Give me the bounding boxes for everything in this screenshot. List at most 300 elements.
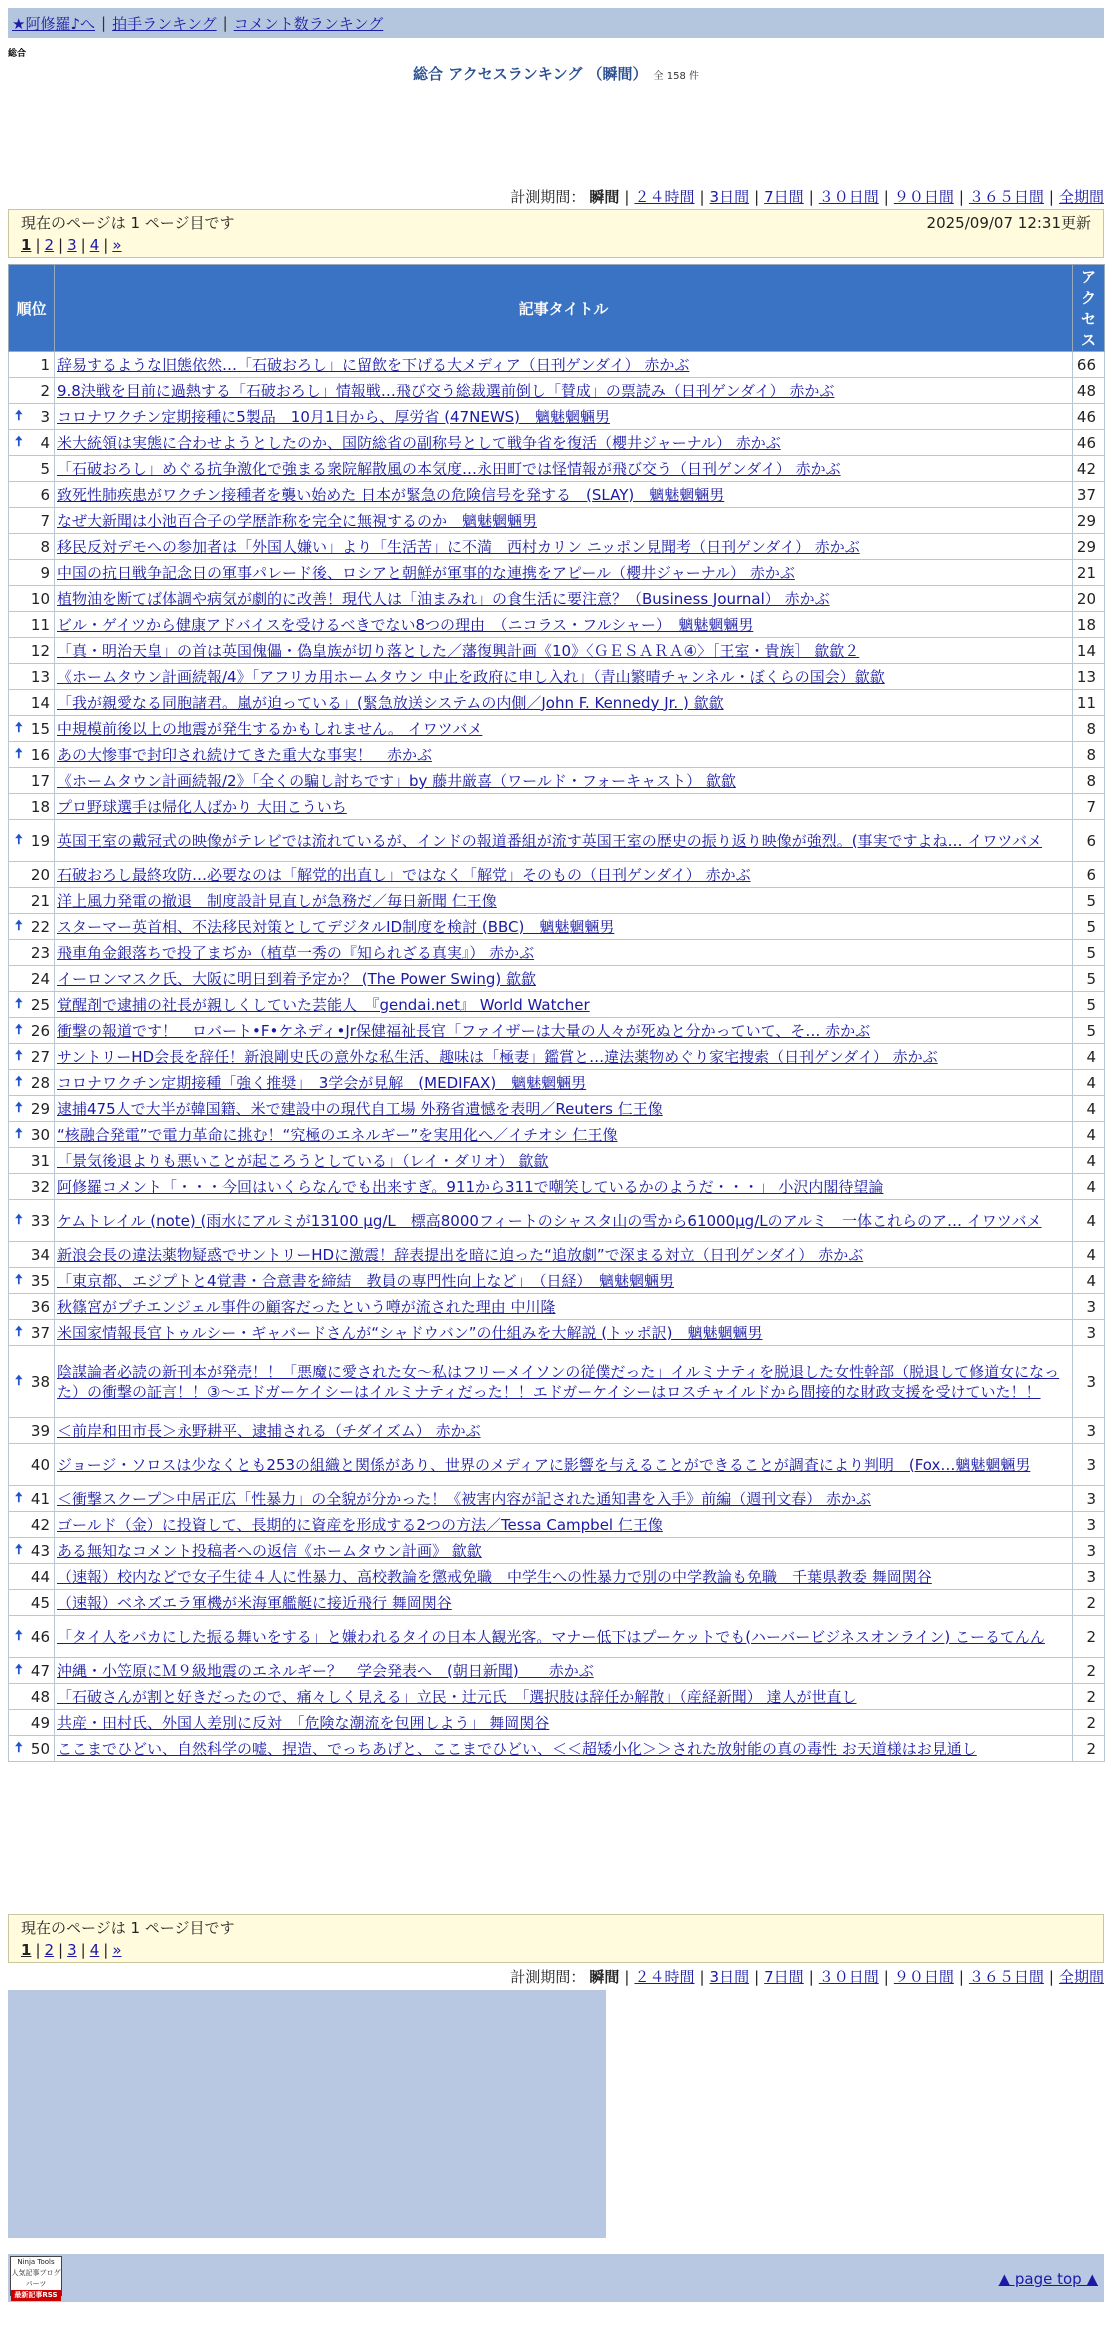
title-cell [55,664,1073,690]
table-row [9,482,1105,508]
article-link[interactable]: 「石破さんが割と好きだったので、痛々しく見える」立民・辻元氏 「選択肢は辞任か解散」（産経新聞） 達人が世直し [57,1687,857,1706]
title-cell [55,768,1073,794]
period-selector-top [510,186,1104,207]
article-link[interactable]: コロナワクチン定期接種に5製品 10月1日から、厚労省 (47NEWS) 魑魅魍魎男 [57,407,611,426]
article-link[interactable]: ＜前岸和田市長＞永野耕平、逮捕される（チダイズム） 赤かぶ [57,1421,481,1440]
rank-up-icon: 🠅 [15,1541,23,1558]
rank-number: 24 [30,969,50,988]
rank-number: 11 [30,615,50,634]
rank-cell [9,1148,55,1174]
article-link[interactable]: 秋篠宮がプチエンジェル事件の顧客だったという噂が流された理由 中川隆 [57,1297,556,1316]
rank-cell [9,888,55,914]
article-link[interactable]: 《ホームタウン計画続報/2》「全くの騙し討ちです」by 藤井厳喜（ワールド・フォーキャスト） 歙歙 [57,771,736,790]
pager-top [8,209,1104,258]
article-link[interactable]: コロナワクチン定期接種「強く推奨」 3学会が見解 (MEDIFAX) 魑魅魍魎男 [57,1073,587,1092]
article-link[interactable]: 中規模前後以上の地震が発生するかもしれません。 イワツバメ [57,719,483,738]
rank-up-icon: 🠅 [15,1099,23,1116]
badge-text: Ninja Tools [17,2258,55,2266]
article-link[interactable]: ビル・ゲイツから健康アドバイスを受けるべきでない8つの理由 （ニコラス・フルシャー） 魑魅魍魎男 [57,615,754,634]
access-count: 42 [1073,456,1105,482]
article-link[interactable]: 「石破おろし」めぐる抗争激化で強まる衆院解散風の本気度…永田町では怪情報が飛び交う（日刊ゲンダイ） 赤かぶ [57,459,841,478]
table-row [9,1268,1105,1294]
article-link[interactable]: なぜ大新聞は小池百合子の学歴詐称を完全に無視するのか 魑魅魍魎男 [57,511,538,530]
badge-rss-text: 最新記事RSS [11,2290,61,2301]
page-link[interactable]: 2 [44,1941,55,1959]
next-page-link[interactable]: » [112,1941,122,1959]
period-link[interactable]: ２４時間 [634,1968,695,1986]
period-separator: | [1048,1967,1054,1986]
rank-up-icon: 🠅 [15,831,23,848]
rank-up-icon: 🠅 [15,745,23,762]
period-link[interactable]: ２４時間 [634,188,695,206]
rank-cell [9,1418,55,1444]
rank-cell [9,638,55,664]
rank-cell [9,914,55,940]
top-nav [8,8,1104,38]
rank-number: 35 [30,1271,50,1290]
pager-status-row [21,212,1091,233]
article-link[interactable]: 共産・田村氏、外国人差別に反対 「危険な潮流を包囲しよう」 舞岡関谷 [57,1713,550,1732]
rank-number: 9 [40,563,50,582]
title-cell [55,1174,1073,1200]
access-count: 11 [1073,690,1105,716]
page-link[interactable]: 3 [67,236,77,254]
title-cell [55,1590,1073,1616]
rank-up-icon: 🠅 [15,1739,23,1756]
access-count: 14 [1073,638,1105,664]
rank-number: 8 [40,537,50,556]
table-row [9,794,1105,820]
period-separator: | [808,1967,814,1986]
rank-cell [9,794,55,820]
access-count: 4 [1073,1044,1105,1070]
rank-number: 31 [30,1151,50,1170]
page-separator: | [80,236,86,254]
article-link[interactable]: 新浪会長の違法薬物疑惑でサントリーHDに激震！辞表提出を暗に迫った“追放劇”で深まる対立（日刊ゲンダイ） 赤かぶ [57,1245,864,1264]
table-row [9,992,1105,1018]
period-separator: | [754,187,760,206]
rank-number: 16 [30,745,50,764]
title-cell [55,560,1073,586]
table-row [9,1710,1105,1736]
access-count: 5 [1073,940,1105,966]
access-count: 29 [1073,534,1105,560]
article-link[interactable]: 逮捕475人で大半が韓国籍、米で建設中の現代自工場 外務省遺憾を表明／Reuters 仁王像 [57,1099,663,1118]
article-link[interactable]: 9.8決戦を目前に過熱する「石破おろし」情報戦…飛び交う総裁選前倒し「賛成」の票読み（日刊ゲンダイ） 赤かぶ [57,381,835,400]
title-cell [55,1096,1073,1122]
rank-cell [9,768,55,794]
table-row [9,914,1105,940]
rank-up-icon: 🠅 [15,1047,23,1064]
article-link[interactable]: “核融合発電”で電力革命に挑む！“究極のエネルギー”を実用化へ／イチオシ 仁王像 [57,1125,618,1144]
rank-number: 48 [30,1687,50,1706]
article-link[interactable]: ジョージ・ソロスは少なくとも253の組織と関係があり、世界のメディアに影響を与えることができることが調査により判明 (Fox…魑魅魍魎男 [57,1455,1031,1474]
page-title [8,63,1104,84]
rank-number: 47 [30,1661,50,1680]
table-row [9,378,1105,404]
rank-cell [9,820,55,862]
table-row [9,690,1105,716]
article-link[interactable]: ケムトレイル (note) (雨水にアルミが13100 μg/L 標高8000フィートのシャスタ山の雪から61000μg/Lのアルミ 一体これらのア… イワツバメ [57,1211,1042,1230]
table-row [9,940,1105,966]
article-link[interactable]: 阿修羅コメント「・・・今回はいくらなんでも出来すぎ。911から311で嘲笑しているかのようだ・・・」 小沢内閣待望論 [57,1177,884,1196]
next-page-link[interactable]: » [112,236,122,254]
ninja-tools-badge[interactable] [10,2256,62,2299]
title-cell [55,1268,1073,1294]
rank-cell [9,534,55,560]
title-cell [55,1200,1073,1242]
access-count: 3 [1073,1538,1105,1564]
access-count: 20 [1073,586,1105,612]
rank-cell [9,1684,55,1710]
title-cell [55,690,1073,716]
rank-cell [9,992,55,1018]
rank-cell [9,1346,55,1418]
rank-cell [9,1564,55,1590]
article-link[interactable]: ゴールド（金）に投資して、長期的に資産を形成する2つの方法／Tessa Campbel 仁王像 [57,1515,663,1534]
article-link[interactable]: 植物油を断てば体調や病気が劇的に改善！現代人は「油まみれ」の食生活に要注意？（Business Journal） 赤かぶ [57,589,830,608]
article-link[interactable]: 「東京都、エジプトと4覚書・合意書を締結 教員の専門性向上など」 （日経） 魑魅魍魎男 [57,1271,675,1290]
period-separator: | [754,1967,760,1986]
nav-link-clap-ranking[interactable]: 拍手ランキング [112,14,217,33]
page-link[interactable]: 4 [89,236,100,254]
period-link[interactable]: ３０日間 [818,1968,879,1986]
access-count: 5 [1073,888,1105,914]
access-count: 4 [1073,1122,1105,1148]
rank-cell [9,1710,55,1736]
rank-up-icon: 🠅 [15,1661,23,1678]
rank-up-icon: 🠅 [15,1125,23,1142]
title-cell [55,1444,1073,1486]
period-link[interactable]: 全期間 [1058,188,1104,206]
table-row [9,612,1105,638]
access-count: 29 [1073,508,1105,534]
table-row [9,456,1105,482]
title-cell [55,992,1073,1018]
table-row [9,1658,1105,1684]
rank-number: 26 [30,1021,50,1040]
article-link[interactable]: （速報）校内などで女子生徒４人に性暴力、高校教論を懲戒免職 中学生への性暴力で別の中学教論も免職 千葉県教委 舞岡関谷 [57,1567,932,1586]
rank-cell [9,1736,55,1762]
rank-cell [9,1294,55,1320]
table-row [9,1148,1105,1174]
rank-number: 4 [40,433,50,452]
ranking-table [8,264,1105,1762]
rank-number: 7 [40,511,50,530]
article-link[interactable]: ＜衝撃スクープ＞中居正広「性暴力」の全貌が分かった！《被害内容が記された通知書を入手》前編（週刊文春） 赤かぶ [57,1489,872,1508]
period-link[interactable]: ３６５日間 [968,188,1044,206]
title-cell [55,482,1073,508]
title-cell [55,1710,1073,1736]
page-link[interactable]: 2 [44,236,55,254]
article-link[interactable]: 陰謀論者必読の新刊本が発売！！「悪魔に愛された女〜私はフリーメイソンの従僕だった」イルミナティを脱退した女性幹部（脱退して修道女になった）の衝撃の証言！！③〜エドガーケイシーはイルミナティだった！！エドガーケイシーはロスチャイルドから間接的な財政支援を受けていた！！ [57,1362,1060,1401]
rank-cell [9,1096,55,1122]
rank-up-icon: 🠅 [15,1021,23,1038]
access-count: 3 [1073,1346,1105,1418]
article-link[interactable]: ある無知なコメント投稿者への返信《ホームタウン計画》 歙歙 [57,1541,482,1560]
title-cell [55,1070,1073,1096]
rank-up-icon: 🠅 [15,1271,23,1288]
access-count: 7 [1073,794,1105,820]
page-separator: | [58,1941,64,1959]
period-label: 計測期間： [510,1968,586,1986]
period-link[interactable]: ９０日間 [893,188,954,206]
title-cell [55,534,1073,560]
article-link[interactable]: 覚醒剤で逮捕の社長が親しくしていた芸能人 『gendai.net』 World Watcher [57,995,590,1014]
access-count: 4 [1073,1096,1105,1122]
rank-number: 37 [30,1323,50,1342]
rank-cell [9,690,55,716]
page-separator: | [35,236,41,254]
rank-number: 38 [30,1372,50,1391]
table-row [9,768,1105,794]
table-row [9,862,1105,888]
rank-number: 23 [30,943,50,962]
title-cell [55,1242,1073,1268]
table-row [9,430,1105,456]
period-separator: | [883,187,889,206]
period-link[interactable]: ３６５日間 [968,1968,1044,1986]
rank-cell [9,1018,55,1044]
table-row [9,1174,1105,1200]
badge-text: 人気記事ブログパーツ [11,2269,61,2288]
title-cell [55,1320,1073,1346]
period-link[interactable]: 全期間 [1058,1968,1104,1986]
title-cell [55,1538,1073,1564]
table-row [9,742,1105,768]
rank-number: 18 [30,797,50,816]
access-count: 3 [1073,1486,1105,1512]
article-link[interactable]: 中国の抗日戦争記念日の軍事パレード後、ロシアと朝鮮が軍事的な連携をアピール（櫻井ジャーナル） 赤かぶ [57,563,795,582]
article-link[interactable]: 「真・明治天皇」の首は英国傀儡・偽皇族が切り落とした／藩復興計画《10》〈ＧＥＳＡＲＡ④〉［王室・貴族］ 歙歙２ [57,641,860,660]
access-count: 4 [1073,1070,1105,1096]
article-link[interactable]: スターマー英首相、不法移民対策としてデジタルID制度を検討 (BBC) 魑魅魍魎男 [57,917,615,936]
rank-cell [9,482,55,508]
period-link[interactable]: 7日間 [764,1968,804,1986]
rank-cell [9,1268,55,1294]
rank-cell [9,1174,55,1200]
rank-cell [9,1070,55,1096]
rank-number: 41 [30,1489,50,1508]
nav-separator: | [101,14,107,32]
table-row [9,888,1105,914]
article-link[interactable]: 洋上風力発電の撤退 制度設計見直しが急務だ／毎日新聞 仁王像 [57,891,497,910]
access-count: 3 [1073,1320,1105,1346]
rank-number: 15 [30,719,50,738]
nav-link-comment-ranking[interactable]: コメント数ランキング [233,14,384,33]
title-cell [55,508,1073,534]
period-separator: | [958,1967,964,1986]
page-top-link[interactable]: ▲ page top ▲ [998,2270,1098,2288]
table-row [9,1486,1105,1512]
title-cell [55,716,1073,742]
title-cell [55,820,1073,862]
rank-cell [9,1200,55,1242]
category-label: 総合 [8,49,27,59]
access-count: 2 [1073,1736,1105,1762]
article-link[interactable]: 衝撃の報道です！ ロバート•F•ケネディ•Jr保健福祉長官「ファイザーは大量の人々が死ぬと分かっていて、そ… 赤かぶ [57,1021,871,1040]
rank-number: 5 [40,459,50,478]
title-cell [55,1346,1073,1418]
rank-cell [9,456,55,482]
title-cell [55,1658,1073,1684]
table-row [9,508,1105,534]
table-row [9,1018,1105,1044]
page-links [21,1941,1091,1959]
access-count: 37 [1073,482,1105,508]
pager-status: 現在のページは 1 ページ目です [21,1919,235,1937]
access-count: 5 [1073,992,1105,1018]
period-link[interactable]: ３０日間 [818,188,879,206]
rank-number: 44 [30,1567,50,1586]
rank-up-icon: 🠅 [15,1211,23,1228]
rank-number: 10 [30,589,50,608]
title-cell [55,862,1073,888]
table-row [9,1444,1105,1486]
article-link[interactable]: プロ野球選手は帰化人ばかり 大田こういち [57,797,347,816]
footer-bar [8,2254,1104,2302]
rank-number: 43 [30,1541,50,1560]
rank-number: 3 [40,407,50,426]
title-cell [55,456,1073,482]
article-link[interactable]: 「タイ人をバカにした振る舞いをする」と嫌われるタイの日本人観光客。マナー低下はプーケットでも(ハーバービジネスオンライン) こーるてんん [57,1627,1045,1646]
title-cell [55,1148,1073,1174]
rank-number: 30 [30,1125,50,1144]
rank-number: 45 [30,1593,50,1612]
title-cell [55,1736,1073,1762]
rank-up-icon: 🠅 [15,917,23,934]
access-count: 3 [1073,1512,1105,1538]
access-count: 8 [1073,742,1105,768]
article-link[interactable]: 米大統領は実態に合わせようとしたのか、国防総省の副称号として戦争省を復活（櫻井ジャーナル） 赤かぶ [57,433,781,452]
rank-number: 1 [40,355,50,374]
access-count: 3 [1073,1418,1105,1444]
title-cell [55,612,1073,638]
page-link[interactable]: 3 [67,1941,77,1959]
title-cell [55,1122,1073,1148]
rank-number: 2 [40,381,50,400]
nav-link-asyura[interactable]: ★阿修羅♪へ [12,14,96,33]
article-link[interactable]: 沖縄・小笠原にＭ９級地震のエネルギー？ 学会発表へ (朝日新聞) 赤かぶ [57,1661,594,1680]
article-link[interactable]: 飛車角金銀落ちで投了まぢか（植草一秀の『知られざる真実』） 赤かぶ [57,943,535,962]
article-link[interactable]: 「景気後退よりも悪いことが起ころうとしている」（レイ・ダリオ） 歙歙 [57,1151,549,1170]
access-count: 4 [1073,1174,1105,1200]
table-row [9,586,1105,612]
article-link[interactable]: あの大惨事で封印され続けてきた重大な事実！ 赤かぶ [57,745,433,764]
access-count: 5 [1073,914,1105,940]
rank-number: 25 [30,995,50,1014]
rank-column-header: 順位 [9,265,55,352]
title-cell [55,888,1073,914]
access-count: 4 [1073,1148,1105,1174]
page-separator: | [58,236,64,254]
rank-cell [9,1616,55,1658]
access-count: 5 [1073,1018,1105,1044]
table-row [9,1096,1105,1122]
title-cell [55,742,1073,768]
article-link[interactable]: 石破おろし最終攻防…必要なのは「解党的出直し」ではなく「解党」そのもの（日刊ゲンダイ） 赤かぶ [57,865,751,884]
rank-number: 33 [30,1211,50,1230]
period-link[interactable]: 3日間 [709,1968,750,1986]
rank-up-icon: 🠅 [15,1073,23,1090]
nav-separator: | [222,14,228,32]
rank-number: 36 [30,1297,50,1316]
table-row [9,1122,1105,1148]
access-count: 46 [1073,404,1105,430]
article-link[interactable]: ここまでひどい、自然科学の嘘、捏造、でっちあげと、ここまでひどい、＜＜超矮小化＞＞された放射能の真の毒性 お天道様はお見通し [57,1739,977,1758]
table-row [9,1684,1105,1710]
total-count: 全 158 件 [653,71,699,82]
period-link[interactable]: 3日間 [709,188,750,206]
access-count: 5 [1073,966,1105,992]
period-link[interactable]: ９０日間 [893,1968,954,1986]
article-link[interactable]: 米国家情報長官トゥルシー・ギャバードさんが“シャドウバン”の仕組みを大解説 (トッポ訳) 魑魅魍魎男 [57,1323,763,1342]
page-link[interactable]: 4 [89,1941,100,1959]
page-separator: | [103,1941,109,1959]
article-link[interactable]: 辞易するような旧態依然…「石破おろし」に留飲を下げる大メディア（日刊ゲンダイ） 赤かぶ [57,355,690,374]
article-link[interactable]: 致死性肺疾患がワクチン接種者を襲い始めた 日本が緊急の危険信号を発する (SLAY) 魑魅魍魎男 [57,485,725,504]
access-count: 46 [1073,430,1105,456]
access-count: 2 [1073,1616,1105,1658]
title-cell [55,352,1073,378]
access-count: 13 [1073,664,1105,690]
rank-number: 42 [30,1515,50,1534]
table-row [9,534,1105,560]
rank-up-icon: 🠅 [15,719,23,736]
table-row [9,1616,1105,1658]
page-title-text: 総合 アクセスランキング （瞬間） [413,65,648,83]
period-separator: | [883,1967,889,1986]
article-link[interactable]: 英国王室の戴冠式の映像がテレビでは流れているが、インドの報道番組が流す英国王室の歴史の振り返り映像が強烈。(事実ですよね… イワツバメ [57,831,1043,850]
rank-cell [9,586,55,612]
article-link[interactable]: 移民反対デモへの参加者は「外国人嫌い」より「生活苦」に不満 西村カリン ニッポン見聞考（日刊ゲンダイ） 赤かぶ [57,537,860,556]
article-link[interactable]: 《ホームタウン計画続報/4》「アフリカ用ホームタウン 中止を政府に申し入れ」（青山繁晴チャンネル・ぼくらの国会）歙歙 [57,667,885,686]
rank-up-icon: 🠅 [15,1627,23,1644]
title-cell [55,1486,1073,1512]
rank-cell [9,612,55,638]
period-link[interactable]: 7日間 [764,188,804,206]
rank-number: 28 [30,1073,50,1092]
rank-number: 32 [30,1177,50,1196]
rank-number: 19 [30,831,50,850]
table-row [9,1320,1105,1346]
access-count: 21 [1073,560,1105,586]
updated-timestamp: 2025/09/07 12:31更新 [926,214,1091,232]
table-row [9,716,1105,742]
article-link[interactable]: イーロンマスク氏、大阪に明日到着予定か？ (The Power Swing) 歙歙 [57,969,537,988]
access-count: 6 [1073,820,1105,862]
table-row [9,1242,1105,1268]
table-row [9,1538,1105,1564]
title-cell [55,1044,1073,1070]
access-count: 2 [1073,1658,1105,1684]
title-cell [55,378,1073,404]
article-link[interactable]: 「我が親愛なる同胞諸君。嵐が迫っている」(緊急放送システムの内側／John F. Kennedy Jr. ) 歙歙 [57,693,724,712]
rank-cell [9,430,55,456]
article-link[interactable]: （速報）ベネズエラ軍機が米海軍艦艇に接近飛行 舞岡関谷 [57,1593,452,1612]
table-row [9,638,1105,664]
access-count: 18 [1073,612,1105,638]
table-row [9,1070,1105,1096]
rank-number: 17 [30,771,50,790]
rank-up-icon: 🠅 [15,1489,23,1506]
title-cell [55,430,1073,456]
table-row [9,1512,1105,1538]
period-separator: | [808,187,814,206]
period-separator: | [624,187,630,206]
rank-cell [9,352,55,378]
article-link[interactable]: サントリーHD会長を辞任！新浪剛史氏の意外な私生活、趣味は「極妻」鑑賞と…違法薬物めぐり家宅捜索（日刊ゲンダイ） 赤かぶ [57,1047,938,1066]
